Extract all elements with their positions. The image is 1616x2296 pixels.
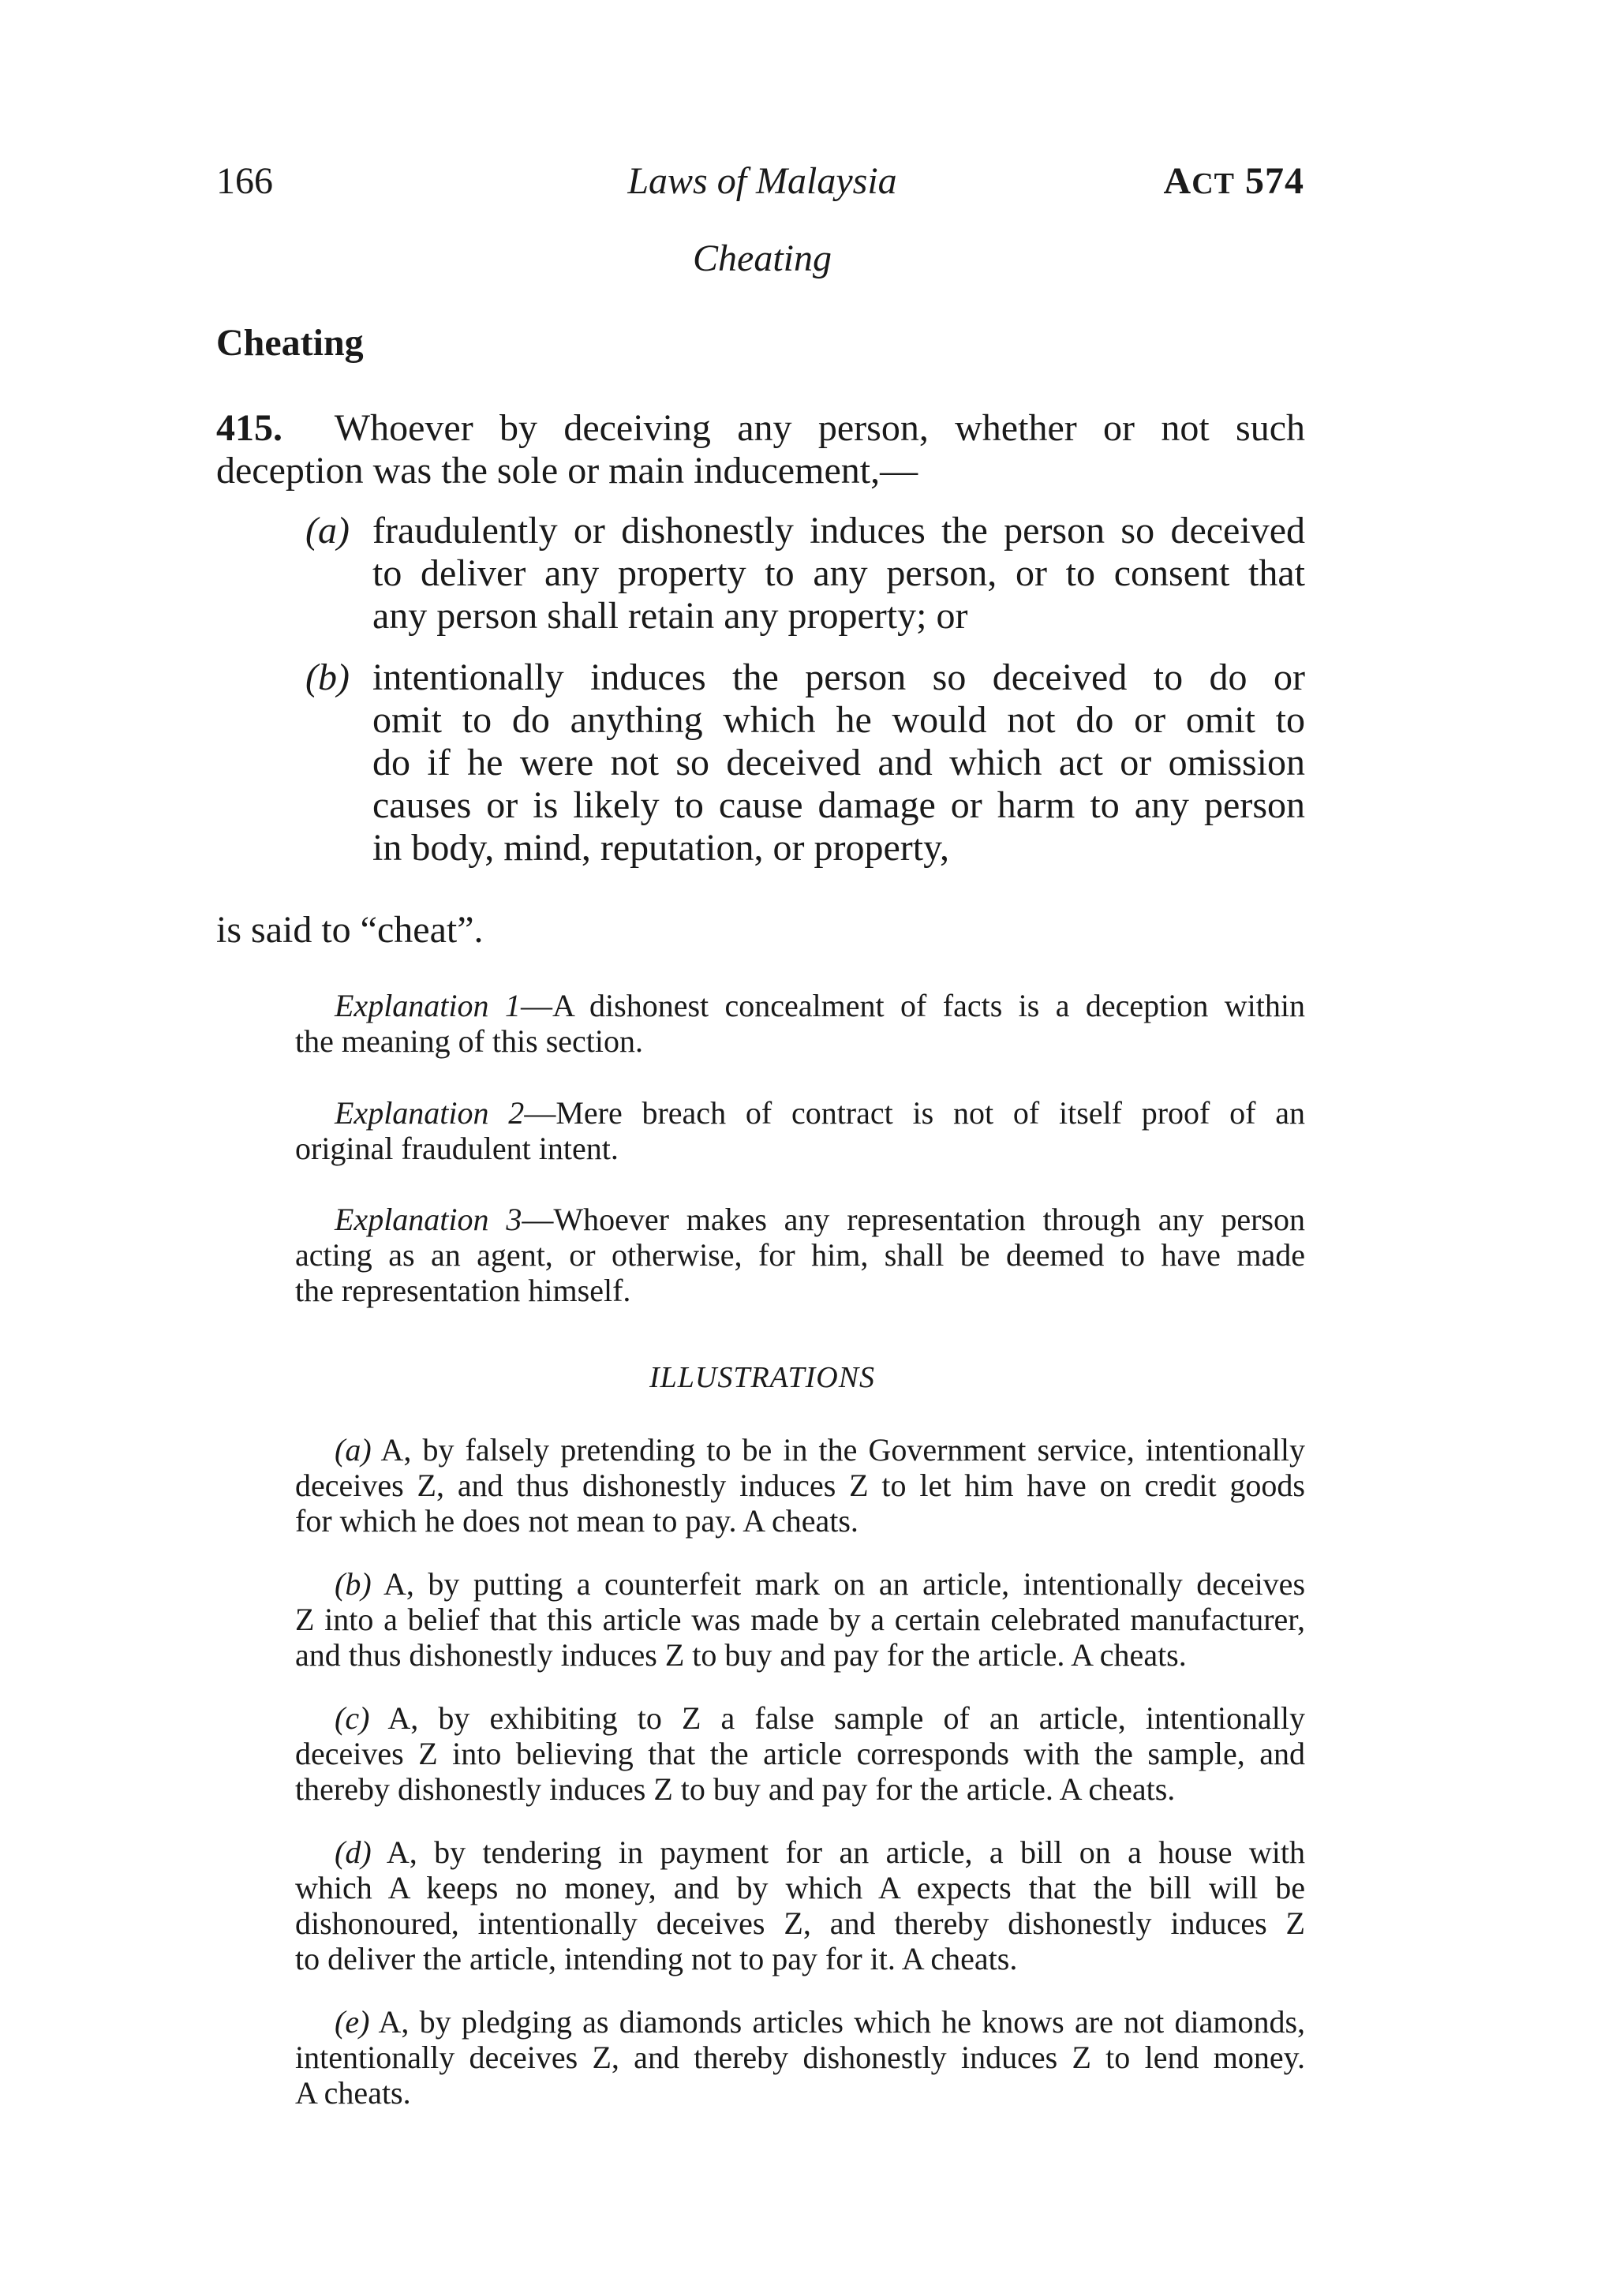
limb-line: any person shall retain any property; or [372, 595, 968, 637]
limb-a [305, 510, 1305, 638]
page-number: 166 [216, 160, 273, 202]
limb-label: (a) [305, 510, 350, 552]
illustration-b [295, 1566, 1305, 1673]
explanation-3 [295, 1202, 1305, 1308]
explanation-text: acting as an agent, or otherwise, for him, shall be deemed to have made [295, 1237, 1305, 1273]
illustration-text: A cheats. [295, 2075, 411, 2111]
illustration-text: deceives Z into believing that the article corresponds with the sample, and [295, 1736, 1305, 1771]
illustration-label: (b) [335, 1566, 372, 1602]
explanation-label: Explanation 1 [335, 988, 521, 1023]
illustration-text: A, by pledging as diamonds articles which he knows are not diamonds, [378, 2004, 1306, 2040]
limb-label: (b) [305, 656, 350, 698]
explanation-label: Explanation 2 [335, 1095, 525, 1131]
illustration-text: intentionally deceives Z, and thereby dishonestly induces Z to lend money. [295, 2040, 1305, 2075]
illustration-text: deceives Z, and thus dishonestly induces Z to let him have on credit goods [295, 1468, 1305, 1503]
explanation-text: the representation himself. [295, 1273, 631, 1308]
explanation-1 [295, 988, 1305, 1059]
act-prefix-smallcaps: CT [1191, 167, 1235, 200]
illustration-text: A, by falsely pretending to be in the Government service, intentionally [380, 1432, 1305, 1468]
explanation-text: original fraudulent intent. [295, 1131, 619, 1166]
limb-line: fraudulently or dishonestly induces the person so deceived [372, 510, 1305, 552]
illustrations-heading: ILLUSTRATIONS [649, 1361, 876, 1394]
limb-line: intentionally induces the person so deceived to do or [372, 656, 1305, 698]
illustration-text: A, by exhibiting to Z a false sample of an article, intentionally [387, 1700, 1306, 1736]
limb-line: to deliver any property to any person, or to consent that [372, 552, 1305, 594]
section-intro-line-2: deception was the sole or main inducement,— [216, 450, 918, 492]
illustration-d [295, 1834, 1305, 1976]
limb-line: do if he were not so deceived and which act or omission [372, 742, 1305, 783]
part-title: Cheating [693, 237, 832, 279]
illustration-label: (c) [335, 1700, 370, 1736]
illustration-text: and thus dishonestly induces Z to buy and pay for the article. A cheats. [295, 1637, 1187, 1673]
illustration-e [295, 2004, 1305, 2111]
explanation-text: —A dishonest concealment of facts is a deception within [520, 988, 1305, 1023]
explanation-text: —Mere breach of contract is not of itself proof of an [524, 1095, 1305, 1131]
illustration-label: (a) [335, 1432, 372, 1468]
section-closing: is said to “cheat”. [216, 909, 484, 951]
section-heading: Cheating [216, 322, 364, 364]
illustration-text: A, by putting a counterfeit mark on an article, intentionally deceives [383, 1566, 1306, 1602]
illustration-text: A, by tendering in payment for an article, a bill on a house with [386, 1834, 1306, 1870]
explanation-2 [295, 1095, 1305, 1166]
section-intro [216, 407, 1305, 492]
section-intro-line-1: Whoever by deceiving any person, whether or not such [334, 407, 1305, 449]
limb-line: in body, mind, reputation, or property, [372, 827, 949, 869]
illustration-text: to deliver the article, intending not to pay for it. A cheats. [295, 1941, 1018, 1976]
explanation-text: the meaning of this section. [295, 1023, 644, 1059]
limb-b [305, 656, 1305, 869]
section-number: 415. [216, 407, 282, 449]
running-title: Laws of Malaysia [627, 160, 897, 202]
illustration-text: Z into a belief that this article was made by a certain celebrated manufacturer, [295, 1602, 1305, 1637]
act-number [1164, 158, 1304, 208]
explanation-text: —Whoever makes any representation through any person [522, 1202, 1305, 1237]
illustration-label: (e) [335, 2004, 370, 2040]
illustration-text: which A keeps no money, and by which A expects that the bill will be [295, 1870, 1305, 1905]
act-prefix: A [1163, 160, 1192, 202]
illustration-text: dishonoured, intentionally deceives Z, and thereby dishonestly induces Z [295, 1905, 1305, 1941]
act-number-value: 574 [1245, 160, 1304, 202]
illustration-label: (d) [335, 1834, 372, 1870]
explanation-label: Explanation 3 [335, 1202, 522, 1237]
illustration-c [295, 1700, 1305, 1807]
illustration-a [295, 1432, 1305, 1539]
illustration-text: for which he does not mean to pay. A cheats. [295, 1503, 858, 1539]
limb-line: causes or is likely to cause damage or harm to any person [372, 784, 1305, 826]
illustration-text: thereby dishonestly induces Z to buy and pay for the article. A cheats. [295, 1771, 1176, 1807]
limb-line: omit to do anything which he would not do or omit to [372, 699, 1305, 741]
